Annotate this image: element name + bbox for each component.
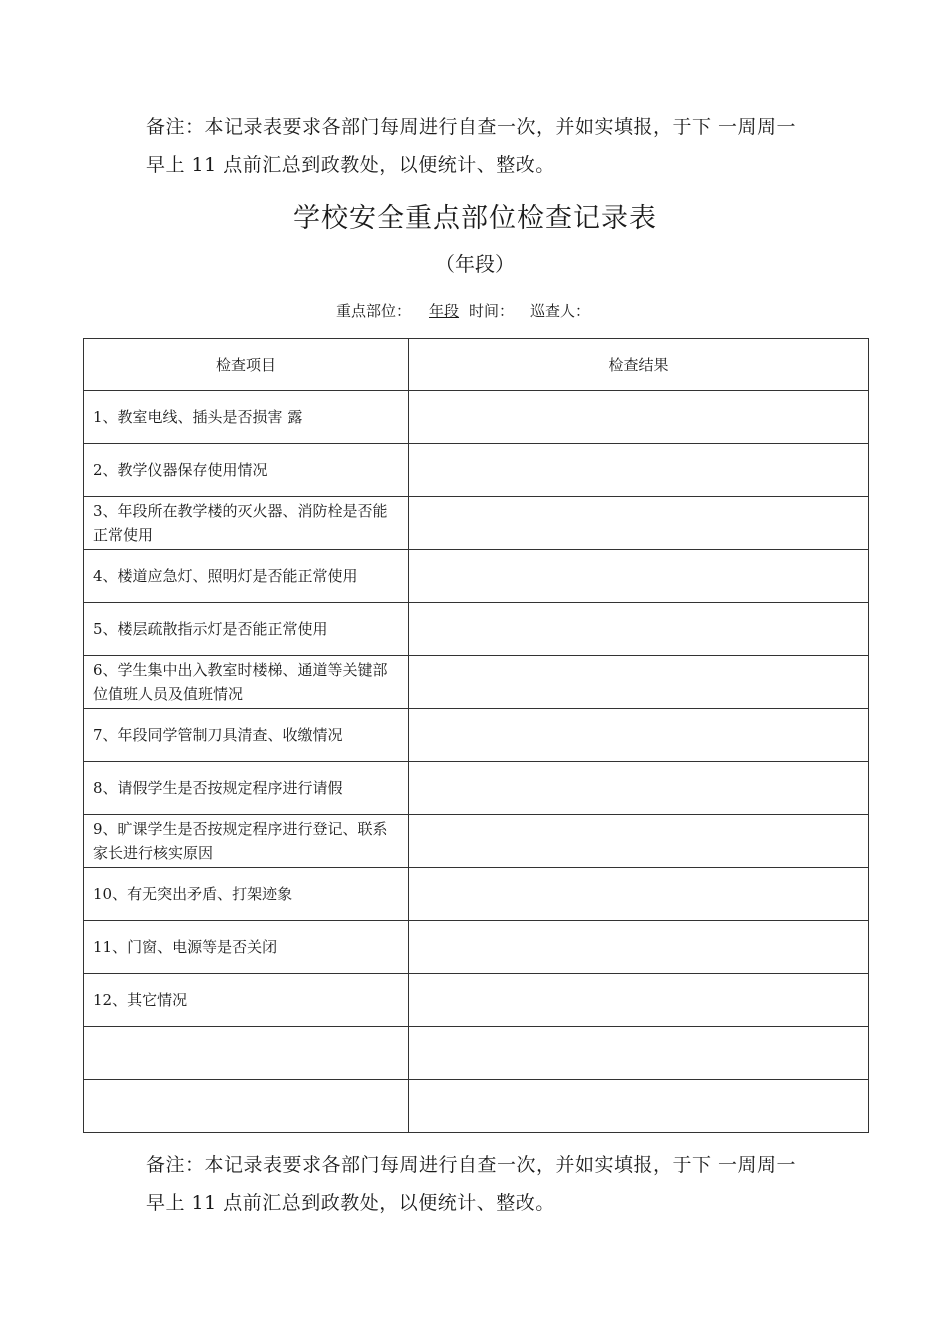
table-row	[84, 603, 869, 656]
time-label: 时间：	[469, 302, 515, 320]
result-cell[interactable]	[409, 1080, 869, 1133]
result-cell[interactable]	[409, 1027, 869, 1080]
item-cell: 12、其它情况	[84, 974, 409, 1027]
result-cell[interactable]	[409, 974, 869, 1027]
item-cell: 9、旷课学生是否按规定程序进行登记、联系家长进行核实原因	[84, 815, 409, 868]
item-cell: 11、门窗、电源等是否关闭	[84, 921, 409, 974]
table-row	[84, 762, 869, 815]
item-cell[interactable]	[84, 1080, 409, 1133]
table-row	[84, 1080, 869, 1133]
location-label: 重点部位：	[336, 302, 412, 320]
item-cell[interactable]	[84, 1027, 409, 1080]
result-cell[interactable]	[409, 868, 869, 921]
table-row	[84, 921, 869, 974]
page-title: 学校安全重点部位检查记录表	[293, 203, 657, 234]
result-cell[interactable]	[409, 497, 869, 550]
note-line-1: 备注：本记录表要求各部门每周进行自查一次，并如实填报，于下 一周周一	[146, 1154, 797, 1176]
result-cell[interactable]	[409, 603, 869, 656]
header-result: 检查结果	[409, 339, 869, 391]
result-cell[interactable]	[409, 550, 869, 603]
item-cell: 6、学生集中出入教室时楼梯、通道等关键部位值班人员及值班情况	[84, 656, 409, 709]
note-line-1: 备注：本记录表要求各部门每周进行自查一次，并如实填报，于下 一周周一	[146, 116, 797, 138]
result-cell[interactable]	[409, 815, 869, 868]
table-row	[84, 868, 869, 921]
table-row	[84, 497, 869, 550]
item-cell: 5、楼层疏散指示灯是否能正常使用	[84, 603, 409, 656]
info-line	[336, 300, 590, 321]
result-cell[interactable]	[409, 762, 869, 815]
location-value: 年段	[429, 302, 460, 320]
note-line-2: 早上 11 点前汇总到政教处，以便统计、整改。	[146, 1192, 555, 1214]
header-item: 检查项目	[84, 339, 409, 391]
table-row	[84, 656, 869, 709]
item-cell: 7、年段同学管制刀具清查、收缴情况	[84, 709, 409, 762]
item-cell: 2、教学仪器保存使用情况	[84, 444, 409, 497]
table-row	[84, 391, 869, 444]
result-cell[interactable]	[409, 921, 869, 974]
item-cell: 1、教室电线、插头是否损害 露	[84, 391, 409, 444]
table-row	[84, 709, 869, 762]
result-cell[interactable]	[409, 709, 869, 762]
inspection-table	[83, 338, 869, 1133]
result-cell[interactable]	[409, 391, 869, 444]
note-bottom	[146, 1146, 866, 1222]
table-row	[84, 1027, 869, 1080]
result-cell[interactable]	[409, 444, 869, 497]
note-line-2: 早上 11 点前汇总到政教处，以便统计、整改。	[146, 154, 555, 176]
table-row	[84, 550, 869, 603]
item-cell: 8、请假学生是否按规定程序进行请假	[84, 762, 409, 815]
item-cell: 3、年段所在教学楼的灭火器、消防栓是否能正常使用	[84, 497, 409, 550]
inspector-label: 巡查人：	[530, 302, 591, 320]
table-row	[84, 974, 869, 1027]
page-subtitle: （年段）	[435, 252, 515, 276]
table-row	[84, 815, 869, 868]
note-top	[146, 108, 866, 184]
item-cell: 4、楼道应急灯、照明灯是否能正常使用	[84, 550, 409, 603]
result-cell[interactable]	[409, 656, 869, 709]
table-row	[84, 444, 869, 497]
table-header-row	[84, 339, 869, 391]
item-cell: 10、有无突出矛盾、打架迹象	[84, 868, 409, 921]
